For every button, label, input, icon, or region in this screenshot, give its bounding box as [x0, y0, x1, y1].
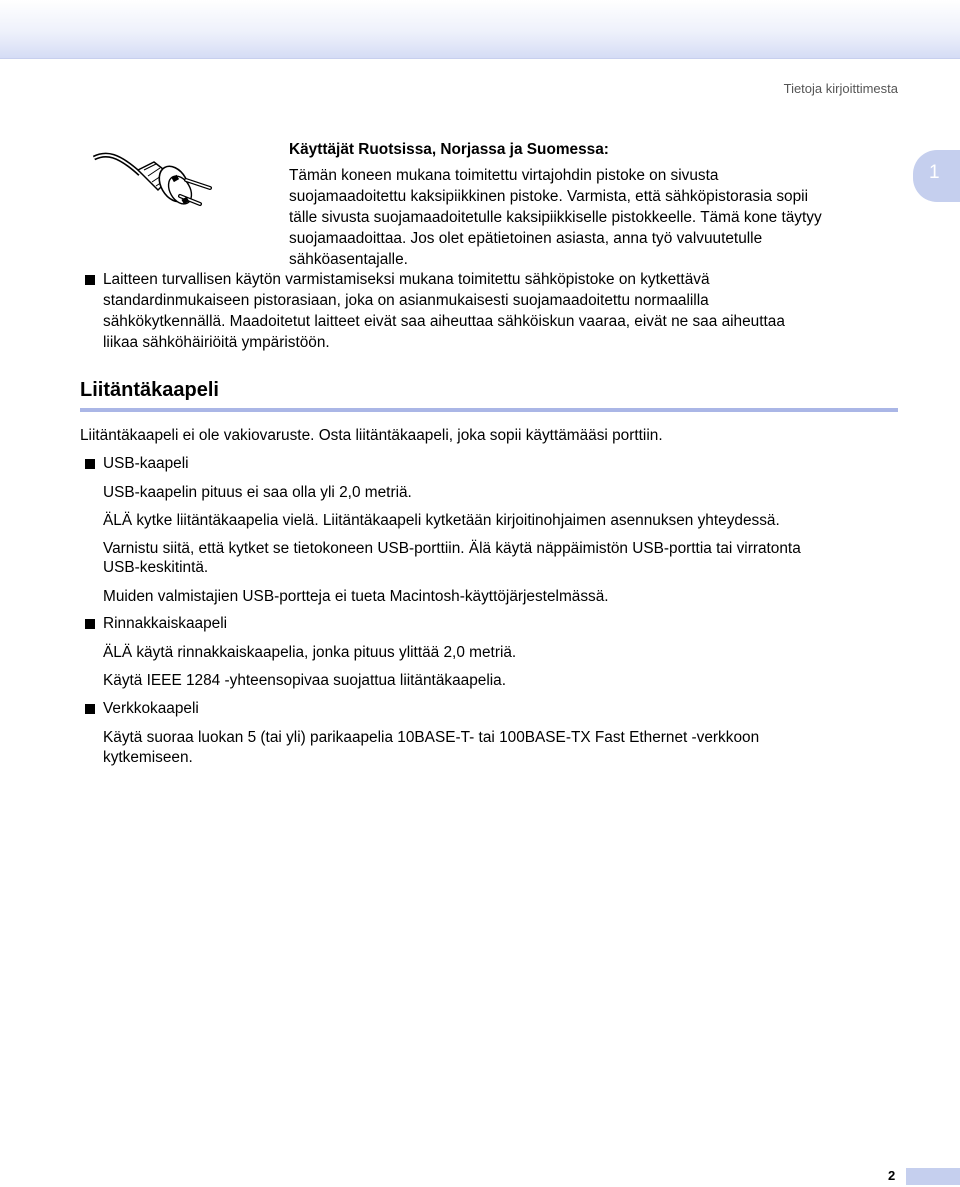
nordic-line: tälle sivusta suojamaadoitetulle kaksipiikkiselle pistokkeelle. Tämä kone täytyy: [289, 209, 822, 226]
parallel-paragraph: ÄLÄ käytä rinnakkaiskaapelia, jonka pituus ylittää 2,0 metriä.: [103, 644, 517, 661]
bullet-marker: [85, 459, 95, 469]
usb-paragraph: ÄLÄ kytke liitäntäkaapelia vielä. Liitäntäkaapeli kytketään kirjoitinohjaimen asennuksen yhteydessä.: [103, 512, 780, 529]
nordic-line: suojamaadoitettu kaksipiikkinen pistoke. Varmista, että sähköpistorasia sopii: [289, 188, 808, 205]
usb-paragraph: USB-kaapelin pituus ei saa olla yli 2,0 metriä.: [103, 484, 412, 501]
section-title: Liitäntäkaapeli: [80, 379, 219, 401]
safety-line: sähkökytkennällä. Maadoitetut laitteet eivät saa aiheuttaa sähköiskun vaaraa, eivät ne saa aiheuttaa: [103, 313, 785, 330]
usb-paragraph: USB-keskitintä.: [103, 559, 209, 576]
usb-paragraph: Muiden valmistajien USB-portteja ei tueta Macintosh-käyttöjärjestelmässä.: [103, 588, 609, 605]
bullet-marker: [85, 619, 95, 629]
section-rule: [80, 408, 898, 412]
running-header: Tietoja kirjoittimesta: [783, 81, 898, 96]
network-paragraph: Käytä suoraa luokan 5 (tai yli) parikaapelia 10BASE-T- tai 100BASE-TX Fast Ethernet -verkkoon: [103, 729, 760, 746]
safety-line: liikaa sähköhäiriöitä ympäristöön.: [103, 334, 330, 351]
footer-bar: [906, 1168, 960, 1185]
page-number: 2: [888, 1168, 896, 1183]
nordic-line: Tämän koneen mukana toimitettu virtajohdin pistoke on sivusta: [289, 167, 719, 184]
top-band: [0, 0, 960, 59]
network-paragraph: kytkemiseen.: [103, 749, 193, 766]
safety-line: standardinmukaiseen pistorasiaan, joka on asianmukaisesti suojamaadoitettu normaalilla: [103, 292, 709, 309]
parallel-paragraph: Käytä IEEE 1284 -yhteensopivaa suojattua liitäntäkaapelia.: [103, 672, 506, 689]
chapter-tab: [913, 150, 960, 202]
usb-label: USB-kaapeli: [103, 455, 189, 472]
nordic-heading: Käyttäjät Ruotsissa, Norjassa ja Suomessa:: [289, 141, 609, 158]
chapter-number: 1: [929, 162, 940, 183]
nordic-line: suojamaadoittaa. Jos olet epätietoinen asiasta, anna työ valvuutetulle: [289, 230, 763, 247]
bullet-marker: [85, 704, 95, 714]
section-intro: Liitäntäkaapeli ei ole vakiovaruste. Osta liitäntäkaapeli, joka sopii käyttämääsi porttiin.: [80, 427, 663, 444]
parallel-label: Rinnakkaiskaapeli: [103, 615, 228, 632]
power-plug-icon: [92, 140, 214, 214]
network-label: Verkkokaapeli: [103, 700, 199, 717]
bullet-marker: [85, 275, 95, 285]
nordic-line: sähköasentajalle.: [289, 251, 408, 268]
usb-paragraph: Varnistu siitä, että kytket se tietokoneen USB-porttiin. Älä käytä näppäimistön USB-porttia tai virratonta: [103, 540, 801, 557]
safety-line: Laitteen turvallisen käytön varmistamiseksi mukana toimitettu sähköpistoke on kytkettävä: [103, 271, 710, 288]
